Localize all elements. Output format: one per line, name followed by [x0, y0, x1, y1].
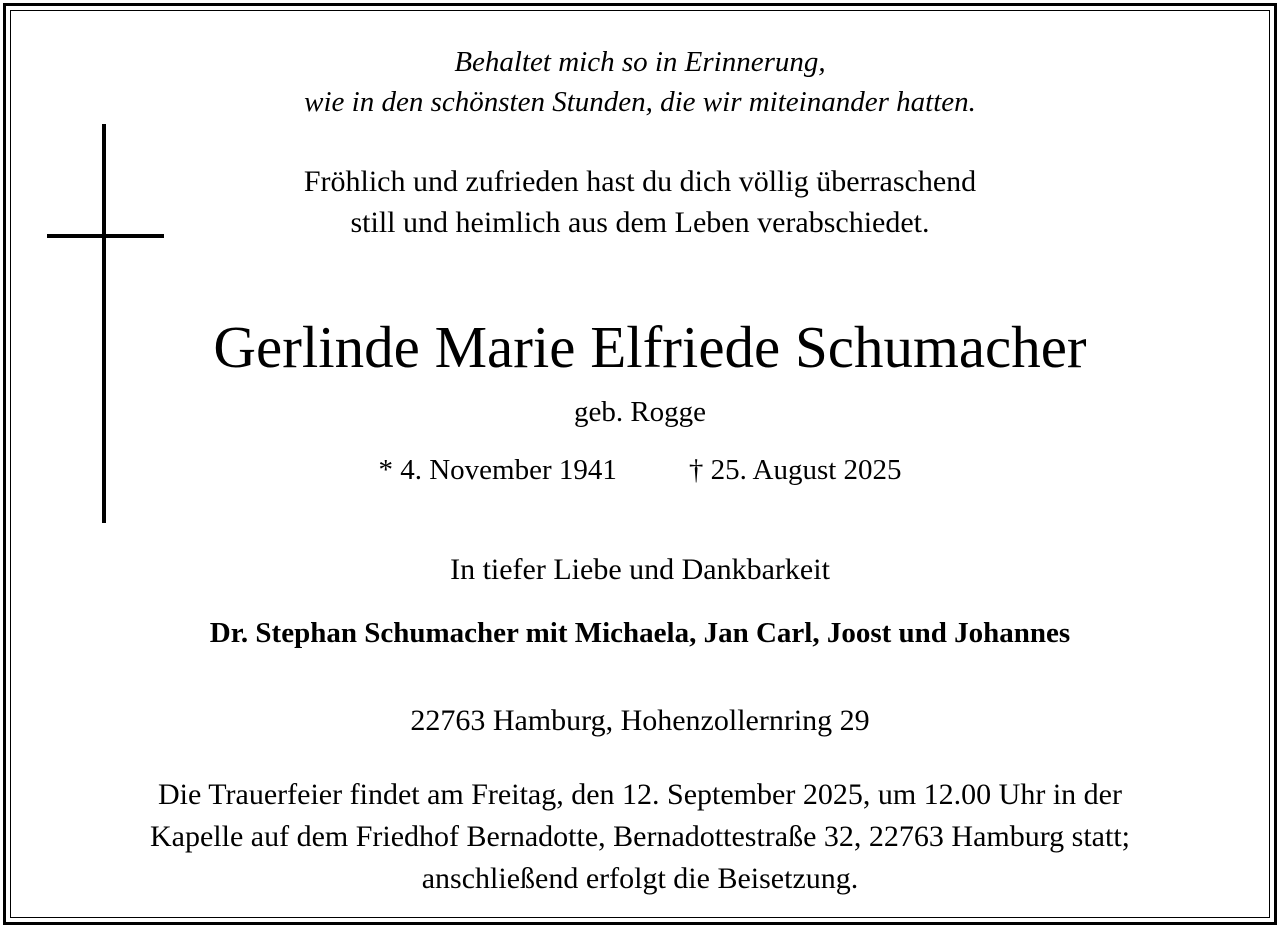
- address-line: 22763 Hamburg, Hohenzollernring 29: [410, 704, 870, 737]
- verse-line-2: still und heimlich aus dem Leben verabschiedet.: [350, 206, 930, 239]
- deceased-name: Gerlinde Marie Elfriede Schumacher: [213, 314, 1087, 380]
- service-line-2: Kapelle auf dem Friedhof Bernadotte, Bernadottestraße 32, 22763 Hamburg statt;: [149, 820, 1130, 853]
- motto-line-1: Behaltet mich so in Erinnerung,: [454, 46, 826, 78]
- mourners-line: Dr. Stephan Schumacher mit Michaela, Jan Carl, Joost und Johannes: [209, 617, 1071, 649]
- motto-line-2: wie in den schönsten Stunden, die wir miteinander hatten.: [304, 86, 976, 118]
- service-line-1: Die Trauerfeier findet am Freitag, den 12. September 2025, um 12.00 Uhr in der: [158, 778, 1122, 811]
- life-dates: [0, 456, 1280, 485]
- maiden-name: geb. Rogge: [573, 396, 707, 428]
- verse-line-1: Fröhlich und zufrieden hast du dich völlig überraschend: [303, 165, 977, 198]
- gratitude-line: In tiefer Liebe und Dankbarkeit: [450, 553, 830, 586]
- death-date: † 25. August 2025: [688, 454, 902, 486]
- service-line-3: anschließend erfolgt die Beisetzung.: [421, 862, 859, 895]
- birth-date: * 4. November 1941: [378, 454, 617, 486]
